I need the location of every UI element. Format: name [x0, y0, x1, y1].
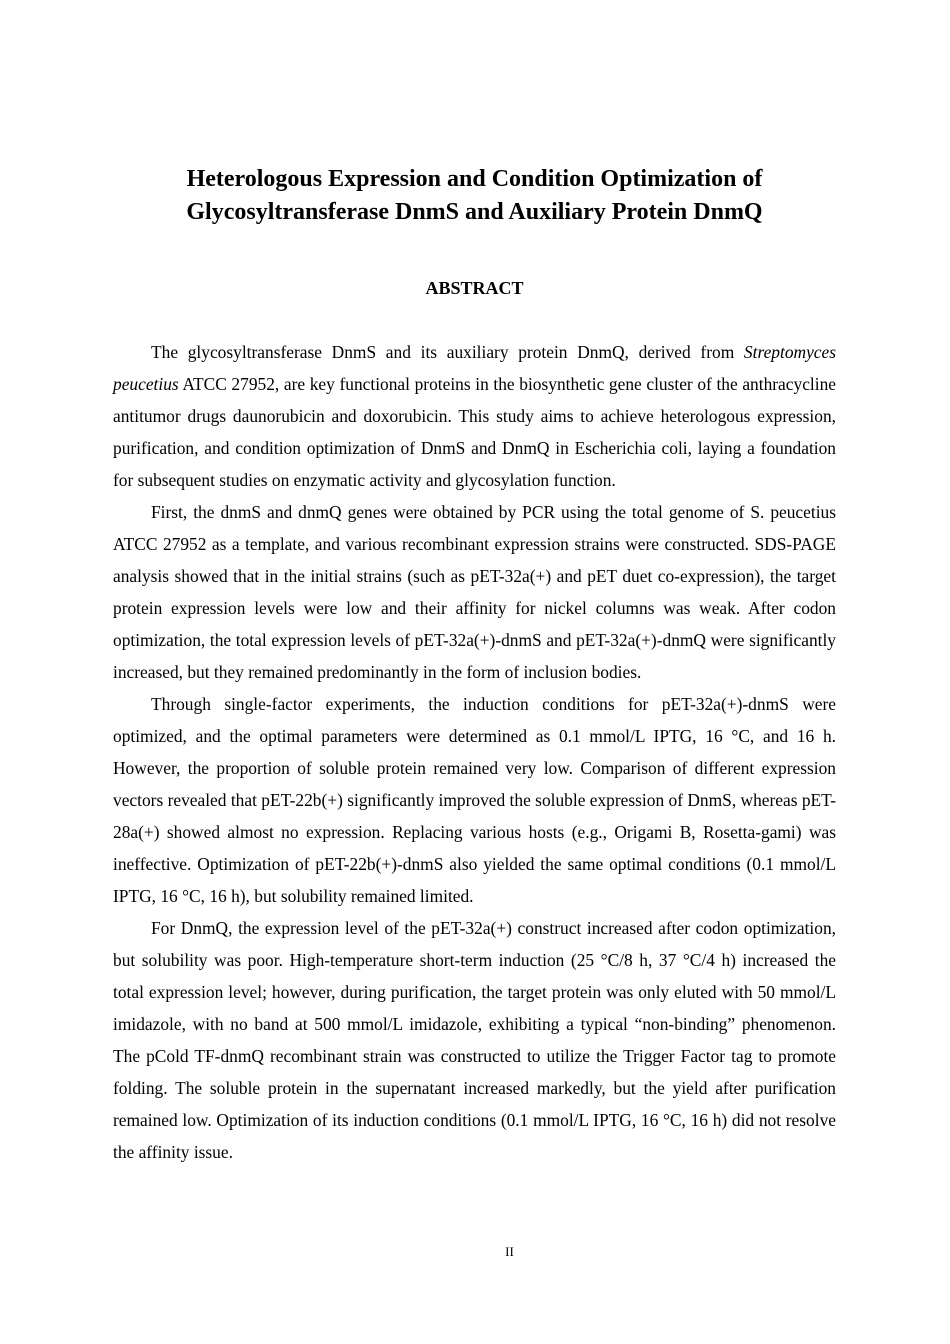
document-title	[113, 163, 836, 229]
species-name-italic: Streptomyces peucetius	[113, 342, 836, 394]
abstract-paragraph-2: First, the dnmS and dnmQ genes were obtained by PCR using the total genome of S. peucetius ATCC 27952 as a template, and various recombinant expression strains were constructed. SDS-PAGE analysis showed that in the initial strains (such as pET-32a(+) and pET duet co-expression), the target protein expression levels were low and their affinity for nickel columns was weak. After codon optimization, the total expression levels of pET-32a(+)-dnmS and pET-32a(+)-dnmQ were significantly increased, but they remained predominantly in the form of inclusion bodies.	[113, 502, 836, 682]
abstract-paragraph-4: For DnmQ, the expression level of the pET-32a(+) construct increased after codon optimization, but solubility was poor. High-temperature short-term induction (25 °C/8 h, 37 °C/4 h) increased the total expression level; however, during purification, the target protein was only eluted with 50 mmol/L imidazole, with no band at 500 mmol/L imidazole, exhibiting a typical “non-binding” phenomenon. The pCold TF-dnmQ recombinant strain was constructed to utilize the Trigger Factor tag to promote folding. The soluble protein in the supernatant increased markedly, but the yield after purification remained low. Optimization of its induction conditions (0.1 mmol/L IPTG, 16 °C, 16 h) did not resolve the affinity issue.	[113, 918, 836, 1162]
abstract-paragraph-3: Through single-factor experiments, the induction conditions for pET-32a(+)-dnmS were optimized, and the optimal parameters were determined as 0.1 mmol/L IPTG, 16 °C, and 16 h. However, the proportion of soluble protein remained very low. Comparison of different expression vectors revealed that pET-22b(+) significantly improved the soluble expression of DnmS, whereas pET-28a(+) showed almost no expression. Replacing various hosts (e.g., Origami B, Rosetta-gami) was ineffective. Optimization of pET-22b(+)-dnmS also yielded the same optimal conditions (0.1 mmol/L IPTG, 16 °C, 16 h), but solubility remained limited.	[113, 694, 836, 906]
abstract-paragraph-1	[113, 336, 836, 496]
paragraph-1-text-start: The glycosyltransferase DnmS and its auxiliary protein DnmQ, derived from	[151, 342, 744, 362]
title-line-1: Heterologous Expression and Condition Optimization of	[186, 166, 763, 192]
abstract-body	[113, 336, 836, 1168]
abstract-heading: ABSTRACT	[425, 278, 524, 298]
document-page	[113, 0, 836, 1344]
paragraph-1-text-end: ATCC 27952, are key functional proteins in the biosynthetic gene cluster of the anthracycline antitumor drugs daunorubicin and doxorubicin. This study aims to achieve heterologous expression, purification, and condition optimization of DnmS and DnmQ in Escherichia coli, laying a foundation for subsequent studies on enzymatic activity and glycosylation function.	[113, 374, 836, 490]
title-line-2: Glycosyltransferase DnmS and Auxiliary Protein DnmQ	[186, 199, 763, 225]
page-number: II	[505, 1244, 514, 1259]
